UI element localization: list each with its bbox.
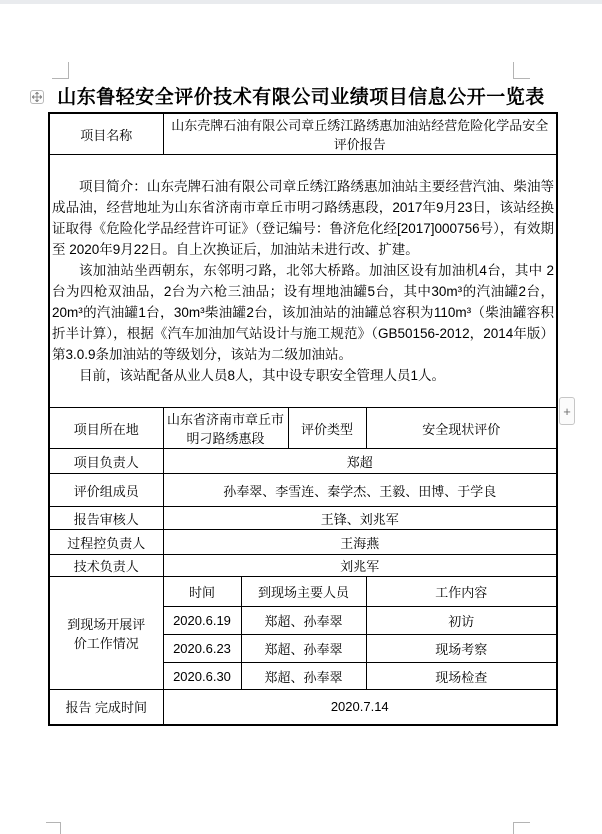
insert-row-plus-button[interactable] (559, 397, 575, 425)
text-boundary-mark-top-right (513, 62, 530, 79)
text-boundary-mark-bottom-right (513, 822, 530, 834)
visit-content: 现场检查 (366, 663, 557, 690)
project-info-table (48, 112, 558, 726)
window-top-strip (0, 0, 602, 4)
report-reviewer-label: 报告审核人 (49, 507, 163, 530)
text-boundary-mark-bottom-left (46, 822, 61, 834)
eval-type-label: 评价类型 (288, 408, 366, 449)
visit-people: 郑超、孙奉翠 (241, 663, 366, 690)
visit-time: 2020.6.23 (163, 635, 241, 663)
location-label: 项目所在地 (49, 408, 163, 449)
eval-team-value: 孙奉翠、李雪连、秦学杰、王毅、田博、于学良 (163, 474, 557, 507)
eval-type-value: 安全现状评价 (366, 408, 557, 449)
document-title: 山东鲁轻安全评价技术有限公司业绩项目信息公开一览表 (57, 87, 545, 108)
table-row (49, 449, 557, 474)
report-done-label: 报告 完成时间 (49, 690, 163, 725)
visit-header-people: 到现场主要人员 (241, 577, 366, 607)
tech-leader-label: 技术负责人 (49, 555, 163, 577)
intro-paragraph-1: 项目简介：山东壳牌石油有限公司章丘绣江路绣惠加油站主要经营汽油、柴油等成品油，经营地址为山东省济南市章丘市明刁路绣惠段，2017年9月23日，该站经换证取得《危险化学品经营许可证》（登记编号：鲁济危化经[2017]000756号），有效期至 2020年9月22日。自上次换证后，加油站未进行改、扩建。 (52, 179, 555, 257)
table-row (49, 690, 557, 725)
project-name-value: 山东壳牌石油有限公司章丘绣江路绣惠加油站经营危险化学品安全评价报告 (163, 113, 557, 155)
process-control-value: 王海燕 (163, 530, 557, 555)
report-done-value: 2020.7.14 (163, 690, 557, 725)
eval-team-label: 评价组成员 (49, 474, 163, 507)
intro-paragraph-2: 该加油站坐西朝东，东邻明刁路，北邻大桥路。加油区设有加油机4台，其中 2台为四枪双油品，2台为六枪三油品；设有埋地油罐5台，其中30m³的汽油罐2台，20m³的汽油罐1台，30m³柴油罐2台，该加油站的油罐总容积为110m³（柴油罐容积折半计算），根据《汽车加油加气站设计与施工规范》（GB50156-2012，2014年版）第3.0.9条加油站的等级划分，该站为二级加油站。 (52, 263, 555, 362)
table-row (49, 113, 557, 155)
table-row (49, 555, 557, 577)
visit-time: 2020.6.30 (163, 663, 241, 690)
visit-content: 现场考察 (366, 635, 557, 663)
text-boundary-mark-top-left (52, 62, 69, 79)
plus-icon: + (563, 403, 571, 419)
table-row (49, 577, 557, 607)
visit-content: 初访 (366, 607, 557, 635)
table-row (49, 408, 557, 449)
intro-paragraph-3: 目前，该站配备从业人员8人，其中设专职安全管理人员1人。 (79, 368, 446, 383)
table-row (49, 530, 557, 555)
visit-header-time: 时间 (163, 577, 241, 607)
project-name-label: 项目名称 (49, 113, 163, 155)
report-reviewer-value: 王锋、刘兆军 (163, 507, 557, 530)
project-intro-cell (49, 155, 557, 408)
process-control-label: 过程控负责人 (49, 530, 163, 555)
project-leader-value: 郑超 (163, 449, 557, 474)
table-row (49, 507, 557, 530)
site-visit-label: 到现场开展评价工作情况 (49, 577, 163, 690)
visit-people: 郑超、孙奉翠 (241, 635, 366, 663)
visit-header-content: 工作内容 (366, 577, 557, 607)
table-row (49, 474, 557, 507)
visit-people: 郑超、孙奉翠 (241, 607, 366, 635)
project-leader-label: 项目负责人 (49, 449, 163, 474)
visit-time: 2020.6.19 (163, 607, 241, 635)
location-value: 山东省济南市章丘市明刁路绣惠段 (163, 408, 288, 449)
tech-leader-value: 刘兆军 (163, 555, 557, 577)
table-row (49, 155, 557, 408)
